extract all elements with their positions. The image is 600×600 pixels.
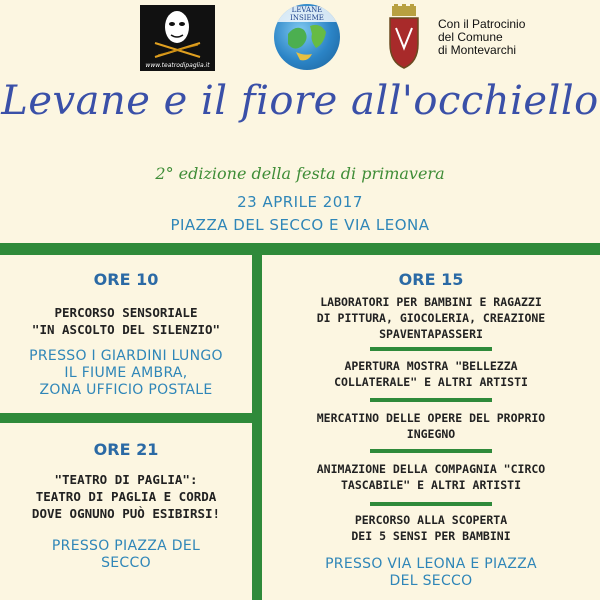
activity-market [262, 410, 600, 442]
hour-21: ORE 21 [93, 440, 159, 459]
activity-separator [370, 398, 492, 402]
globe-logo-text: LEVANE INSIEME [274, 6, 340, 22]
montevarchi-crest-icon [386, 4, 422, 70]
logo-url: www.teatrodipaglia.it [145, 62, 210, 69]
activity-line: ANIMAZIONE DELLA COMPAGNIA "CIRCO [316, 462, 546, 476]
event-21 [0, 471, 252, 522]
location-15 [262, 556, 600, 590]
patronage-line: del Comune [438, 30, 503, 44]
activity-senses-path [262, 512, 600, 544]
event-21-line: "TEATRO DI PAGLIA": [54, 472, 198, 487]
divider-left-middle [0, 413, 262, 423]
location-21-line: PRESSO PIAZZA DEL [51, 538, 201, 554]
activity-exhibition [262, 358, 600, 390]
event-10 [0, 304, 252, 338]
location-15-line: PRESSO VIA LEONA E PIAZZA [325, 556, 537, 572]
activity-line: LABORATORI PER BAMBINI E RAGAZZI [320, 295, 542, 309]
event-21-line: DOVE OGNUNO PUÒ ESIBIRSI! [31, 506, 221, 521]
teatro-di-paglia-logo [140, 5, 215, 71]
activity-line: APERTURA MOSTRA "BELLEZZA [344, 359, 518, 373]
activity-workshops [262, 294, 600, 342]
location-10-line: ZONA UFFICIO POSTALE [39, 382, 213, 398]
location-10-line: IL FIUME AMBRA, [64, 365, 188, 381]
location-21-line: SECCO [101, 555, 151, 571]
levane-insieme-logo [274, 4, 340, 70]
activity-line: DEI 5 SENSI PER BAMBINI [351, 529, 511, 543]
activity-line: PERCORSO ALLA SCOPERTA [354, 513, 508, 527]
activity-line: COLLATERALE" E ALTRI ARTISTI [334, 375, 528, 389]
activity-line: TASCABILE" E ALTRI ARTISTI [340, 478, 521, 492]
activity-line: SPAVENTAPASSERI [379, 327, 483, 341]
event-place: PIAZZA DEL SECCO E VIA LEONA [170, 216, 430, 234]
event-subtitle: 2° edizione della festa di primavera [155, 164, 445, 183]
patronage-text [438, 18, 598, 57]
event-title: Levane e il fiore all'occhiello [1, 78, 599, 124]
activity-separator [370, 502, 492, 506]
location-10 [0, 348, 252, 399]
patronage-line: di Montevarchi [438, 43, 517, 57]
activity-separator [370, 347, 492, 351]
hour-10: ORE 10 [93, 270, 159, 289]
activity-line: INGEGNO [406, 427, 456, 441]
activity-separator [370, 449, 492, 453]
hour-15: ORE 15 [398, 270, 464, 289]
location-15-line: DEL SECCO [389, 573, 473, 589]
divider-top [0, 243, 600, 255]
event-21-line: TEATRO DI PAGLIA E CORDA [35, 489, 217, 504]
activity-line: MERCATINO DELLE OPERE DEL PROPRIO [316, 411, 546, 425]
activity-line: DI PITTURA, GIOCOLERIA, CREAZIONE [316, 311, 546, 325]
theatre-mask-icon [140, 5, 215, 61]
patronage-line: Con il Patrocinio [438, 17, 526, 31]
location-21 [0, 538, 252, 572]
location-10-line: PRESSO I GIARDINI LUNGO [29, 348, 223, 364]
event-10-line: "IN ASCOLTO DEL SILENZIO" [31, 322, 221, 337]
activity-animation [262, 461, 600, 493]
event-date: 23 APRILE 2017 [237, 193, 363, 211]
event-10-line: PERCORSO SENSORIALE [54, 305, 198, 320]
